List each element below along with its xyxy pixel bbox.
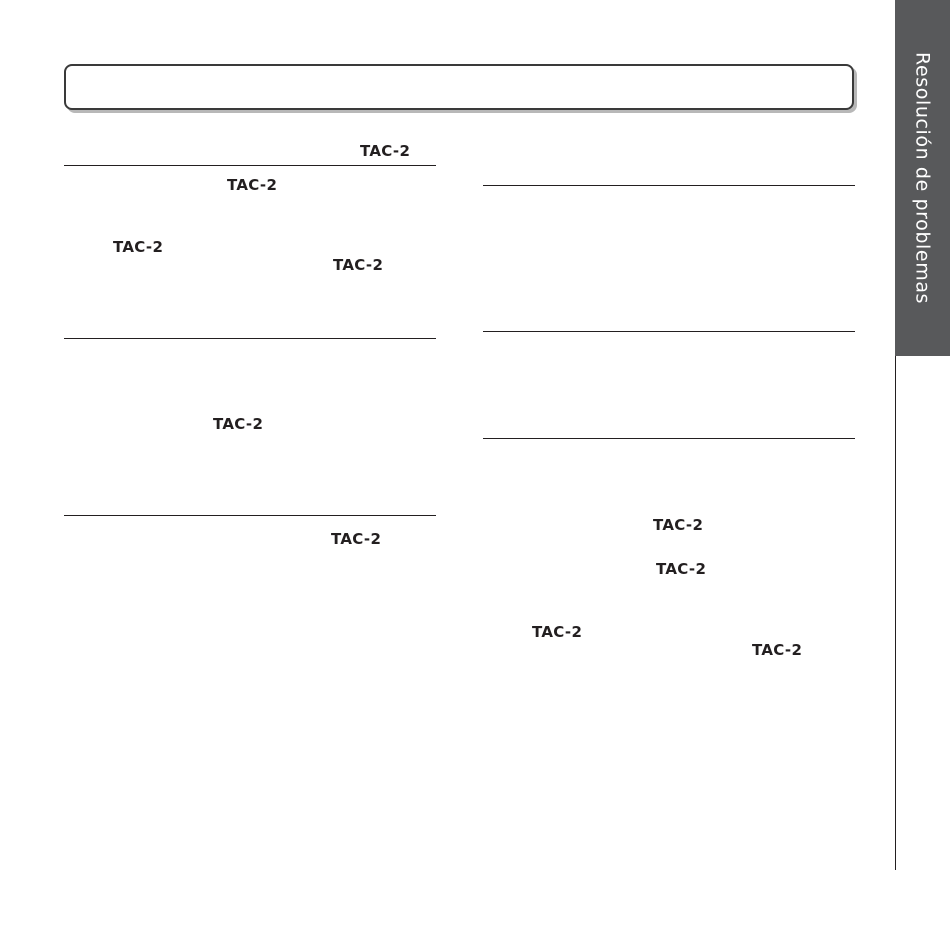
side-tab-label: Resolución de problemas [911, 51, 934, 305]
section-rule [64, 338, 436, 339]
product-name: TAC-2 [213, 415, 264, 433]
section-rule [483, 438, 855, 439]
product-name: TAC-2 [532, 623, 583, 641]
section-title-box [64, 64, 854, 110]
product-name: TAC-2 [752, 641, 803, 659]
product-name: TAC-2 [360, 142, 411, 160]
section-rule [64, 165, 436, 166]
product-name: TAC-2 [113, 238, 164, 256]
product-name: TAC-2 [333, 256, 384, 274]
product-name: TAC-2 [653, 516, 704, 534]
section-rule [483, 185, 855, 186]
section-rule [64, 515, 436, 516]
side-tab [895, 0, 950, 356]
product-name: TAC-2 [227, 176, 278, 194]
product-name: TAC-2 [331, 530, 382, 548]
product-name: TAC-2 [656, 560, 707, 578]
side-divider-line [895, 356, 896, 870]
section-rule [483, 331, 855, 332]
